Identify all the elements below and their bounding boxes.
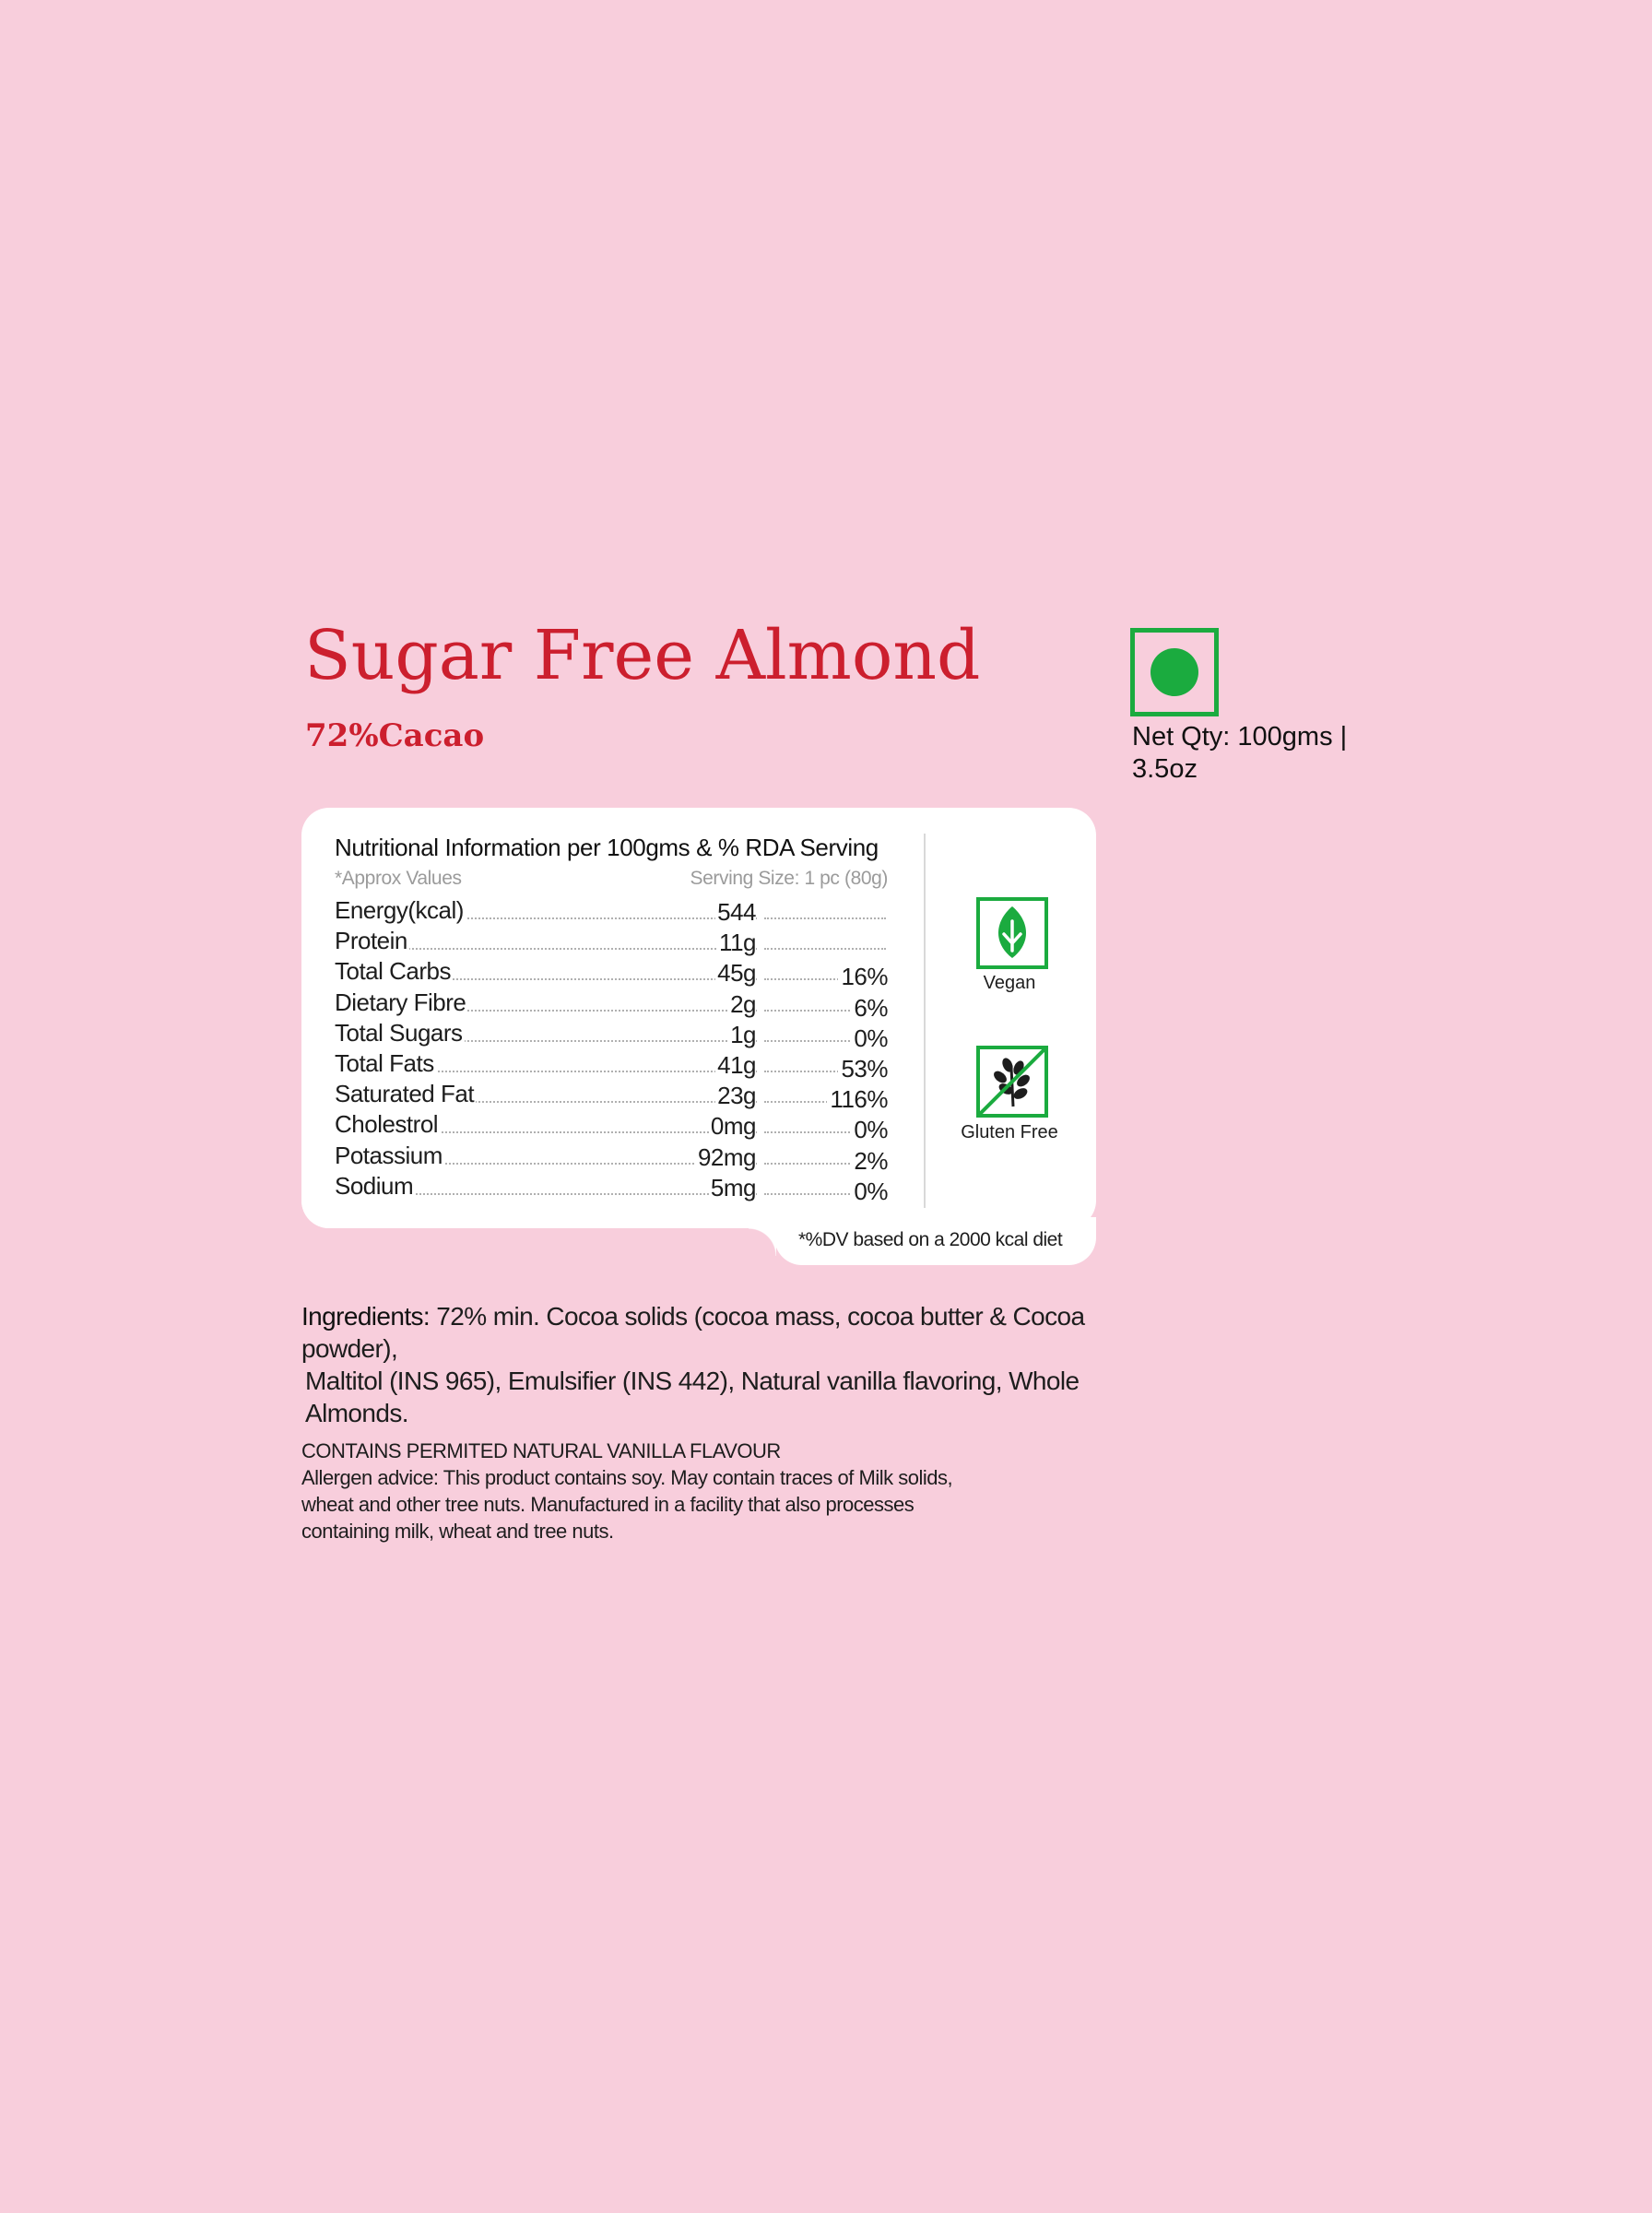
nutrition-row <box>335 988 888 1022</box>
vegan-label: Vegan <box>983 973 1036 993</box>
nutrient-label: Energy(kcal) <box>335 896 464 924</box>
nutrient-percent: 53% <box>838 1055 888 1083</box>
nutrition-row <box>335 1171 888 1205</box>
nutrient-percent: 6% <box>851 994 888 1023</box>
nutrition-row <box>335 957 888 991</box>
nutrient-percent: 0% <box>851 1116 888 1144</box>
net-quantity <box>1132 721 1372 786</box>
contains-flavour-note: CONTAINS PERMITED NATURAL VANILLA FLAVOUR <box>301 1439 781 1462</box>
nutrition-row <box>335 927 888 957</box>
nutrient-value: 45g <box>717 959 756 988</box>
nutrient-label: Sodium <box>335 1171 414 1200</box>
nutrient-percent: 16% <box>838 963 888 991</box>
product-title: Sugar Free Almond <box>304 616 981 695</box>
nutrient-value: 2g <box>730 989 756 1018</box>
ingredients-label: Ingredients: <box>301 1302 431 1331</box>
serving-size: Serving Size: 1 pc (80g) <box>690 868 888 889</box>
approx-values-note: *Approx Values <box>335 868 462 889</box>
card-tab-notch <box>749 1228 776 1256</box>
nutrition-row <box>335 1110 888 1144</box>
net-qty-line1: Net Qty: 100gms | <box>1132 722 1348 751</box>
nutrient-percent: 0% <box>851 1024 888 1053</box>
no-wheat-icon <box>976 1046 1048 1118</box>
card-divider <box>924 834 926 1208</box>
nutrient-value: 1g <box>730 1020 756 1048</box>
nutrient-value: 41g <box>717 1050 756 1079</box>
nutrient-value: 5mg <box>710 1173 756 1201</box>
nutrient-value: 11g <box>719 929 756 957</box>
nutrient-label: Total Carbs <box>335 957 451 986</box>
nutrient-value: 23g <box>717 1082 756 1110</box>
nutrition-row <box>335 1080 888 1114</box>
nutrient-label: Cholestrol <box>335 1110 439 1139</box>
allergen-line: wheat and other tree nuts. Manufactured in a facility that also processes <box>301 1493 914 1516</box>
nutrient-label: Dietary Fibre <box>335 988 466 1016</box>
card-shoulder <box>301 1201 774 1228</box>
allergen-line: Allergen advice: This product contains soy. May contain traces of Milk solids, <box>301 1466 953 1489</box>
nutrition-table <box>335 896 888 1205</box>
cacao-percentage: 72%Cacao <box>305 717 485 754</box>
nutrient-label: Protein <box>335 927 407 955</box>
ingredients <box>301 1300 1186 1429</box>
nutrition-row <box>335 1048 888 1083</box>
nutrient-percent: 2% <box>851 1147 888 1176</box>
veg-dot <box>1150 648 1198 696</box>
nutrient-value: 92mg <box>697 1142 756 1171</box>
nutrient-value: 0mg <box>710 1112 756 1141</box>
nutrition-row <box>335 1018 888 1052</box>
nutrition-row <box>335 1141 888 1175</box>
nutrient-value: 544 <box>717 898 756 926</box>
dv-note: *%DV based on a 2000 kcal diet <box>798 1229 1063 1250</box>
ingredients-line2: Maltitol (INS 965), Emulsifier (INS 442), Natural vanilla flavoring, Whole Almonds. <box>305 1367 1080 1427</box>
nutrient-percent: 0% <box>851 1178 888 1206</box>
nutrition-heading: Nutritional Information per 100gms & % RDA Serving <box>335 834 879 861</box>
nutrient-percent: 116% <box>827 1085 888 1114</box>
nutrient-label: Total Sugars <box>335 1018 463 1047</box>
nutrition-row <box>335 896 888 927</box>
ingredients-line1: 72% min. Cocoa solids (cocoa mass, cocoa butter & Cocoa powder), <box>301 1302 1085 1363</box>
leaf-icon <box>976 897 1048 969</box>
allergen-advice <box>301 1438 1039 1544</box>
gluten-free-label: Gluten Free <box>961 1122 1058 1142</box>
nutrition-subheading <box>335 868 888 890</box>
nutrient-label: Total Fats <box>335 1048 434 1077</box>
net-qty-line2: 3.5oz <box>1132 754 1198 784</box>
allergen-line: containing milk, wheat and tree nuts. <box>301 1520 614 1543</box>
vegetarian-mark-icon <box>1130 628 1219 716</box>
nutrient-label: Saturated Fat <box>335 1080 475 1108</box>
nutrient-label: Potassium <box>335 1141 442 1169</box>
